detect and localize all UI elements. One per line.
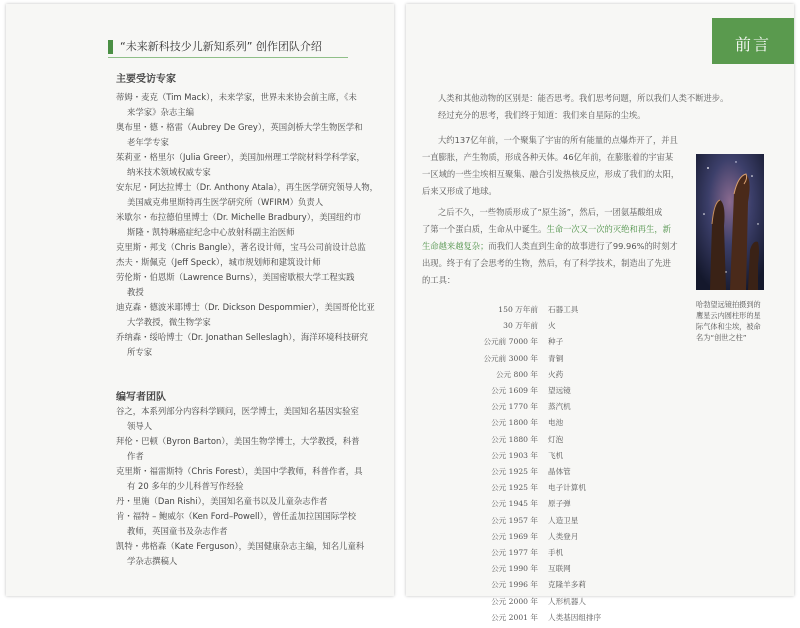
caption-line: 鹰星云内圆柱形的星 [696,311,761,320]
entry-line: 安东尼・阿达拉博士（Dr. Anthony Atala），再生医学研究领导人物， [116,182,379,192]
timeline-row [430,579,630,595]
expert-entry [116,270,384,300]
timeline-invention: 电子计算机 [548,483,586,493]
timeline-row [430,531,630,547]
writer-entry [116,509,384,539]
timeline-row [430,547,630,563]
timeline-time: 公元 1990 年 [491,564,538,574]
timeline-time: 公元前 7000 年 [483,337,538,347]
timeline-row [430,498,630,514]
paragraph-line: 之后不久，一些物质形成了“原生汤”，然后，一团氨基酸组成 [438,207,663,217]
timeline-row [430,434,630,450]
writers-section-title: 编写者团队 [116,392,166,403]
timeline-time: 公元 1880 年 [491,434,538,444]
preface-tab [712,18,794,64]
paragraph-line: 出现。终于有了会思考的生物，然后，有了科学技术，制造出了先进 [422,258,671,268]
timeline-time: 公元 1800 年 [491,418,538,428]
entry-line: 斯隆・凯特琳癌症纪念中心放射科副主治医师 [127,227,295,237]
timeline-invention: 互联网 [548,564,571,574]
timeline-invention: 种子 [548,337,564,347]
entry-line: 领导人 [127,421,153,431]
timeline-row [430,563,630,579]
timeline-row [430,612,630,628]
big-bang-paragraph [422,132,679,200]
timeline-invention: 飞机 [548,450,564,460]
entry-line: 老年学专家 [127,137,169,147]
timeline-row [430,482,630,498]
entry-line: 有 20 多年的少儿科普写作经验 [127,481,244,491]
left-page [6,4,394,596]
writer-entry [116,539,384,569]
timeline-row [430,369,630,385]
timeline-invention: 人造卫星 [548,515,579,525]
entry-line: 作者 [127,451,144,461]
timeline-invention: 石器工具 [548,305,579,314]
expert-entry [116,330,384,360]
entry-line: 教师，英国童书及杂志作者 [127,526,228,536]
expert-entry [116,210,384,240]
timeline-row [430,466,630,482]
timeline-time: 150 万年前 [498,305,538,314]
entry-line: 米歇尔・布拉德伯里博士（Dr. Michelle Bradbury），美国纽约市 [116,212,362,222]
timeline-invention: 原子弹 [548,499,571,509]
entry-line: 谷之，本系列部分内容科学顾问，医学博士，美国知名基因实验室 [116,406,359,416]
intro-paragraph [422,90,728,124]
entry-line: 奥布里・德・格雷（Aubrey De Grey），英国剑桥大学生物医学和 [116,122,363,132]
pillars-of-creation-photo [696,154,764,290]
timeline-invention: 克隆羊多莉 [548,580,586,590]
timeline-invention: 人类基因组排序 [548,612,602,622]
preface-tab-label: 前言 [734,35,771,54]
timeline-time: 公元 1925 年 [491,483,538,493]
paragraph-line [422,238,678,255]
entry-line: 肯・福特 – 鲍威尔（Ken Ford–Powell），曾任孟加拉国国际学校 [116,511,356,521]
timeline-time: 公元 1977 年 [491,548,538,557]
timeline-time: 公元 1945 年 [491,499,538,509]
timeline-time: 公元 2001 年 [491,612,538,622]
entry-line: 大学教授，微生物学家 [127,317,211,327]
timeline-invention: 电池 [548,418,564,428]
entry-line: 克里斯・福雷斯特（Chris Forest），美国中学教师，科普作者，具 [116,466,363,476]
paragraph-line: 一区域的一些尘埃相互聚集、融合引发热核反应，形成了我们的太阳， [422,169,680,179]
expert-entry [116,90,384,120]
expert-entry [116,255,384,270]
timeline-invention: 火 [548,321,556,331]
timeline-invention: 人形机器人 [548,596,586,606]
timeline-row [430,320,630,336]
entry-line: 乔纳森・绥哈博士（Dr. Jonathan Selleslagh），海洋环境科技研究 [116,332,368,342]
timeline-row [430,596,630,612]
highlighted-text: 生命越来越复杂； [422,241,489,251]
timeline-time: 公元 2000 年 [491,596,538,606]
timeline-invention: 望远镜 [548,386,571,395]
timeline-invention: 手机 [548,548,564,557]
timeline-time: 公元 1969 年 [491,531,538,541]
experts-section-title: 主要受访专家 [116,74,176,85]
right-page [406,4,794,622]
timeline-time: 公元 1996 年 [491,580,538,590]
paragraph-line: 一直膨胀，产生物质，形成各种天体。46亿年前，在膨胀着的宇宙某 [422,152,674,162]
entry-line: 克里斯・邦戈（Chris Bangle），著名设计师，宝马公司前设计总监 [116,242,366,252]
entry-line: 蒂姆・麦克（Tim Mack），未来学家，世界未来协会前主席，《未 [116,92,357,102]
timeline-time: 公元前 3000 年 [483,353,538,363]
paragraph-line [422,221,678,238]
writer-entry [116,404,384,434]
timeline-invention: 火药 [548,369,564,379]
entry-line: 凯特・弗格森（Kate Ferguson），美国健康杂志主编，知名儿童科 [116,541,365,551]
entry-line: 丹・里施（Dan Rishi），美国知名童书以及儿童杂志作者 [116,496,328,506]
writer-entry [116,464,384,494]
entry-line: 迪克森・德波米耶博士（Dr. Dickson Despommier），美国哥伦比亚 [116,302,375,312]
intro-line: 经过充分的思考，我们终于知道：我们来自星际的尘埃。 [438,110,646,120]
timeline-row [430,336,630,352]
experts-list [116,90,384,360]
writer-entry [116,494,384,509]
expert-entry [116,150,384,180]
expert-entry [116,180,384,210]
timeline-invention: 蒸汽机 [548,402,571,412]
entry-line: 来学家》杂志主编 [127,107,194,117]
team-intro-title: “未来新科技少儿新知系列” 创作团队介绍 [120,40,322,53]
timeline-row [430,353,630,369]
caption-line: 哈勃望远镜拍摄到的 [696,300,761,309]
entry-line: 学杂志撰稿人 [127,556,178,566]
intro-line: 人类和其他动物的区别是：能否思考。我们思考问题，所以我们人类不断进步。 [438,93,729,103]
timeline-invention: 灯泡 [548,434,564,444]
entry-line: 拜伦・巴顿（Byron Barton），美国生物学博士，大学教授，科普 [116,436,360,446]
timeline-row [430,417,630,433]
timeline-row [430,385,630,401]
entry-line: 劳伦斯・伯恩斯（Lawrence Burns），美国密歇根大学工程实践 [116,272,355,282]
timeline-row [430,450,630,466]
entry-line: 纳米技术领域权威专家 [127,167,211,177]
entry-line: 美国威克弗里斯特再生医学研究所（WFIRM）负责人 [127,197,324,207]
expert-entry [116,240,384,255]
origin-of-life-paragraph [422,204,678,289]
paragraph-line: 的工具： [422,275,456,285]
caption-line: 际气体和尘埃，被命 [696,322,761,331]
entry-line: 杰夫・斯佩克（Jeff Speck），城市规划师和建筑设计师 [116,257,321,267]
paragraph-text: 而我们人类直到生命的故事进行了99.96%的时刻才 [488,241,678,251]
timeline-row [430,401,630,417]
timeline-time: 30 万年前 [503,321,538,331]
highlighted-text: 生命一次又一次的灭绝和再生，新 [546,224,671,234]
paragraph-text: 了第一个蛋白质，生命从中诞生。 [422,224,547,234]
timeline-time: 公元 1957 年 [491,515,538,525]
writer-entry [116,434,384,464]
timeline-row [430,304,630,320]
timeline-time: 公元 800 年 [495,369,538,379]
header-rule [108,57,348,58]
writers-list [116,404,384,569]
timeline-invention: 人类登月 [548,531,579,541]
entry-line: 所专家 [127,347,153,357]
header-accent-bar [108,40,113,54]
timeline-time: 公元 1903 年 [491,450,538,460]
timeline-time: 公元 1609 年 [491,386,538,395]
timeline-time: 公元 1925 年 [491,467,538,476]
expert-entry [116,120,384,150]
photo-caption [696,299,776,343]
caption-line: 名为“创世之柱” [696,333,747,342]
expert-entry [116,300,384,330]
entry-line: 茱莉亚・格里尔（Julia Greer），美国加州理工学院材料学科学家， [116,152,365,162]
team-intro-header [108,38,338,58]
timeline-time: 公元 1770 年 [491,402,538,412]
timeline-invention: 青铜 [548,353,564,363]
entry-line: 教授 [127,287,144,297]
timeline-invention: 晶体管 [548,467,571,476]
paragraph-line: 大约137亿年前，一个聚集了宇宙的所有能量的点爆炸开了，并且 [438,135,678,145]
timeline-row [430,515,630,531]
paragraph-line: 后来又形成了地球。 [422,186,497,196]
